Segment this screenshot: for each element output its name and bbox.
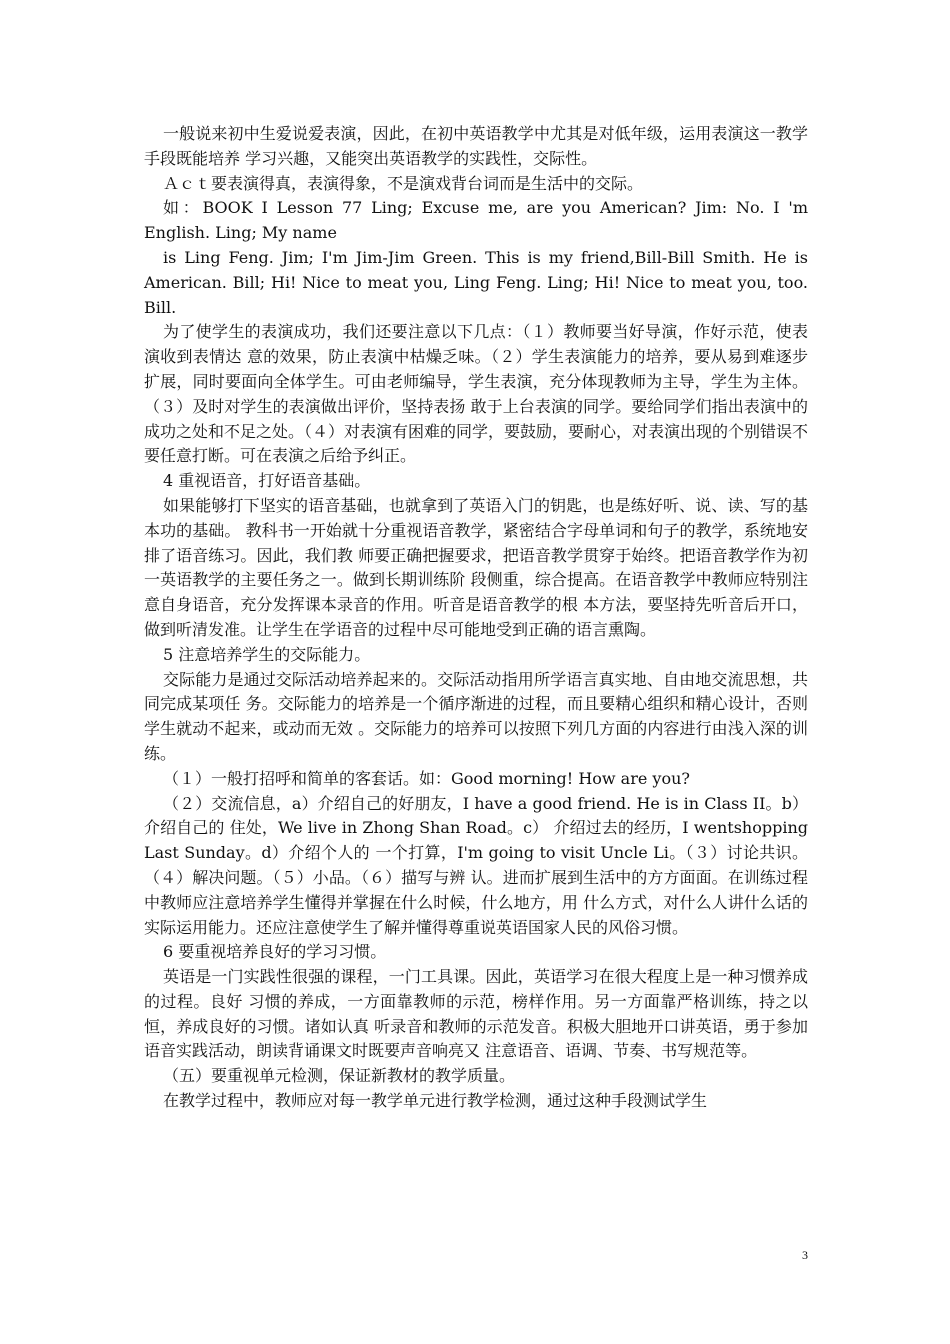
paragraph-greetings: （１）一般打招呼和简单的客套话。如：Good morning! How are you? — [163, 768, 690, 788]
paragraph-communication: 交际能力是通过交际活动培养起来的。交际活动指用所学语言真实地、自由地交流思想，共同完成某项任 务。交际能力的培养是一个循序渐进的过程，而且要精心组织和精心设计，否则学生就动不起来，或动而无效 。交际能力的培养可以按照下列几方面的内容进行由浅入深的训练。 — [144, 669, 808, 763]
paragraph-pronunciation: 如果能够打下坚实的语音基础，也就拿到了英语入门的钥匙，也是练好听、说、读、写的基本功的基础。 教科书一开始就十分重视语音教学，紧密结合字母单词和句子的教学，系统地安排了语音练习。因此，我们教 师要正确把握要求，把语音教学贯穿于始终。把语音教学作为初一英语教学的主要任务之一。做到长期训练阶 段侧重，综合提高。在语音教学中教师应特别注意自身语音，充分发挥课本录音的作用。听音是语音教学的根 本方法，要坚持先听音后开口，做到听清发准。让学生在学语音的过程中尽可能地受到正确的语言熏陶。 — [144, 495, 808, 639]
heading-communication: 5 注意培养学生的交际能力。 — [163, 644, 371, 664]
paragraph-unit-testing: 在教学过程中，教师应对每一教学单元进行教学检测，通过这种手段测试学生 — [163, 1091, 708, 1111]
paragraph-performance-points: 为了使学生的表演成功，我们还要注意以下几点：（１）教师要当好导演，作好示范，使表演收到表情达 意的效果，防止表演中枯燥乏味。（２）学生表演能力的培养，要从易到难逐步扩展，同时要面向全体学生。可由老师编导，学生表演，充分体现教师为主导，学生为主体。（３）及时对学生的表演做出评价，坚持表扬 敢于上台表演的同学。要给同学们指出表演中的成功之处和不足之处。（４）对表演有困难的同学，要鼓励，要耐心，对表演出现的个别错误不要任意打断。可在表演之后给予纠正。 — [144, 322, 809, 466]
paragraph-study-habits: 英语是一门实践性很强的课程，一门工具课。因此，英语学习在很大程度上是一种习惯养成的过程。良好 习惯的养成，一方面靠教师的示范，榜样作用。另一方面靠严格训练，持之以恒，养成良好的习惯。诸如认真 听录音和教师的示范发音。积极大胆地开口讲英语，勇于参加语音实践活动，朗读背诵课文时既要声音响亮又 注意语音、语调、节奏、书写规范等。 — [144, 967, 808, 1061]
page-number: 3 — [802, 1248, 808, 1262]
heading-pronunciation: 4 重视语音，打好语音基础。 — [163, 471, 371, 491]
paragraph-example-dialogue-1: 如：BOOK I Lesson 77 Ling; Excuse me, are you American? Jim: No. I 'm English. Ling; My name — [144, 198, 808, 243]
paragraph-act: Ａｃｔ要表演得真，表演得象，不是演戏背台词而是生活中的交际。 — [163, 173, 644, 193]
paragraph-example-dialogue-2: is Ling Feng. Jim; I'm Jim-Jim Green. This is my friend,Bill-Bill Smith. He is American. Bill; Hi! Nice to meat you, Ling Feng. Ling; Hi! Nice to meat you, too. Bill. — [144, 247, 808, 317]
heading-unit-testing: （五）要重视单元检测，保证新教材的教学质量。 — [163, 1066, 516, 1086]
heading-study-habits: 6 要重视培养良好的学习习惯。 — [163, 942, 387, 962]
paragraph-information-exchange: （２）交流信息，a）介绍自己的好朋友，I have a good friend. He is in Class II。b）介绍自己的 住处，We live in Zhong Shan Road。c） 介绍过去的经历，I wentshopping Last Sunday。d）介绍个人的 一个打算，I'm going to visit Uncle Li。（３）讨论共识。（４）解决问题。（５）小品。（６）描写与辨 认。进而扩展到生活中的方方面面。在训练过程中教师应注意培养学生懂得并掌握在什么时候，什么地方，用 什么方式，对什么人讲什么话的实际运用能力。还应注意使学生了解并懂得尊重说英语国家人民的风俗习惯。 — [144, 793, 808, 937]
document-body — [144, 122, 808, 1114]
paragraph-performance-intro: 一般说来初中生爱说爱表演，因此，在初中英语教学中尤其是对低年级，运用表演这一教学手段既能培养 学习兴趣，又能突出英语教学的实践性，交际性。 — [144, 124, 808, 168]
